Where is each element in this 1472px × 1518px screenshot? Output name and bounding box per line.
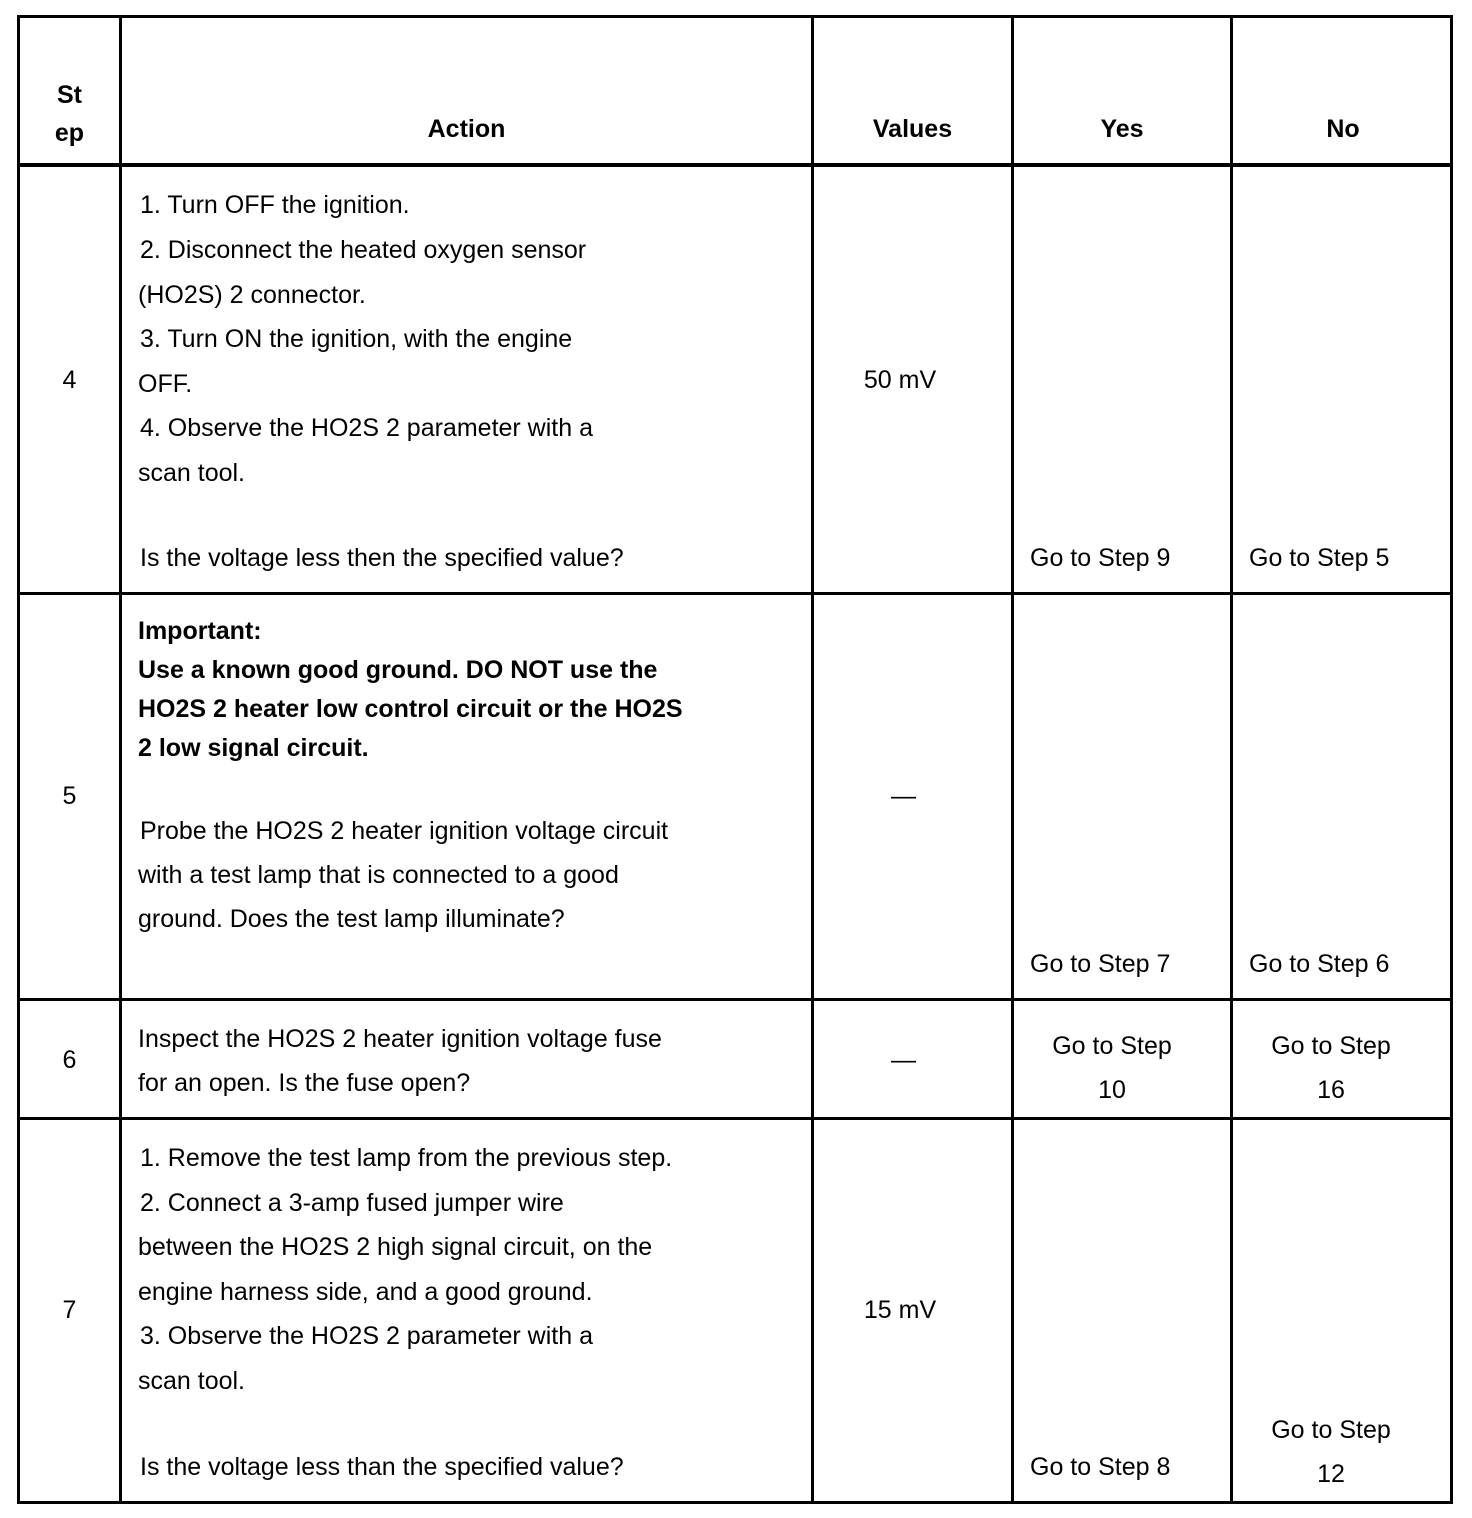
value-cell: — — [891, 1046, 916, 1074]
yes-cell-line: Go to Step — [1052, 1032, 1172, 1060]
action-question: Is the voltage less than the specified value? — [140, 1453, 624, 1481]
action-line: 1. Remove the test lamp from the previous step. — [140, 1144, 673, 1172]
no-cell-line: Go to Step — [1271, 1416, 1391, 1444]
yes-cell: Go to Step 8 — [1030, 1453, 1171, 1481]
row-divider — [20, 1117, 1450, 1120]
no-cell: Go to Step 5 — [1249, 544, 1390, 572]
yes-cell: Go to Step 9 — [1030, 544, 1171, 572]
header-values: Values — [872, 115, 953, 143]
column-divider — [811, 18, 814, 1501]
header-yes: Yes — [1100, 115, 1144, 143]
column-divider — [1011, 18, 1014, 1501]
important-line: HO2S 2 heater low control circuit or the HO2S — [138, 695, 683, 723]
action-line: 4. Observe the HO2S 2 parameter with a — [140, 414, 593, 442]
value-cell: 50 mV — [863, 366, 937, 394]
action-line: between the HO2S 2 high signal circuit, on the — [138, 1233, 653, 1261]
step-number: 7 — [62, 1296, 77, 1324]
action-line: Inspect the HO2S 2 heater ignition voltage fuse — [138, 1025, 662, 1053]
no-cell-line: 16 — [1317, 1076, 1345, 1104]
yes-cell-line: 10 — [1098, 1076, 1126, 1104]
no-cell: Go to Step 6 — [1249, 950, 1390, 978]
header-step — [20, 76, 119, 152]
action-line: (HO2S) 2 connector. — [138, 281, 366, 309]
important-label: Important: — [138, 617, 262, 645]
header-no: No — [1326, 115, 1360, 143]
step-number: 5 — [62, 782, 77, 810]
no-cell — [1233, 1024, 1429, 1112]
action-line: engine harness side, and a good ground. — [138, 1278, 593, 1306]
action-line: 1. Turn OFF the ignition. — [140, 191, 410, 219]
row-divider — [20, 592, 1450, 595]
value-cell: 15 mV — [863, 1296, 937, 1324]
row-divider — [20, 163, 1450, 167]
diagnostic-table — [17, 15, 1453, 1504]
no-cell-line: 12 — [1317, 1460, 1345, 1488]
header-step-line2: ep — [54, 119, 85, 147]
action-line: 2. Connect a 3-amp fused jumper wire — [140, 1189, 564, 1217]
step-number: 4 — [62, 366, 77, 394]
action-line: Probe the HO2S 2 heater ignition voltage circuit — [140, 817, 669, 845]
important-line: 2 low signal circuit. — [138, 734, 369, 762]
no-cell-line: Go to Step — [1271, 1032, 1391, 1060]
action-line: OFF. — [138, 370, 193, 398]
action-line: with a test lamp that is connected to a good — [138, 861, 619, 889]
yes-cell — [1014, 1024, 1210, 1112]
action-line: scan tool. — [138, 1367, 246, 1395]
value-cell: — — [891, 782, 916, 810]
action-line: 3. Observe the HO2S 2 parameter with a — [140, 1322, 593, 1350]
row-divider — [20, 998, 1450, 1001]
important-line: Use a known good ground. DO NOT use the — [138, 656, 658, 684]
header-action: Action — [427, 115, 506, 143]
action-line: ground. Does the test lamp illuminate? — [138, 905, 565, 933]
no-cell — [1233, 1408, 1429, 1496]
action-line: 3. Turn ON the ignition, with the engine — [140, 325, 573, 353]
action-line: scan tool. — [138, 459, 246, 487]
action-line: for an open. Is the fuse open? — [138, 1069, 471, 1097]
step-number: 6 — [62, 1046, 77, 1074]
yes-cell: Go to Step 7 — [1030, 950, 1171, 978]
action-question: Is the voltage less then the specified value? — [140, 544, 624, 572]
action-line: 2. Disconnect the heated oxygen sensor — [140, 236, 587, 264]
column-divider — [119, 18, 122, 1501]
column-divider — [1230, 18, 1233, 1501]
header-step-line1: St — [57, 81, 82, 109]
